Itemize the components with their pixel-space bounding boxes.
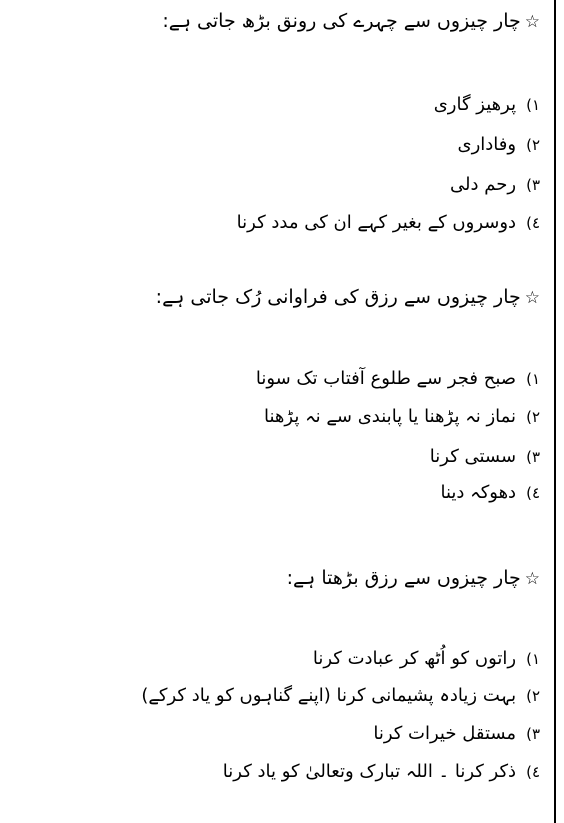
item-text: ذکر کرنا ۔ اللہ تبارک وتعالیٰ کو یاد کرنا [222,761,517,782]
list-item [256,368,540,390]
list-item [223,761,540,783]
item-number: ٤) [526,214,540,232]
item-number: ٢) [526,136,540,154]
heading-text: چار چیزوں سے چہرے کی رونق بڑھ جاتی ہے: [162,10,521,32]
item-number: ٣) [526,725,540,743]
item-number: ١) [526,96,540,114]
list-item [430,446,540,468]
item-text: وفاداری [457,134,517,155]
section-heading [10,8,540,35]
item-number: ٤) [526,484,540,502]
star-icon: ☆ [524,12,540,32]
list-item [440,482,540,504]
list-item [373,723,540,745]
list-item [141,685,540,707]
list-item [457,134,540,156]
list-item [434,94,540,116]
item-number: ٣) [526,448,540,466]
item-number: ١) [526,650,540,668]
section-heading [10,284,540,311]
item-text: بہت زیادہ پشیمانی کرنا (اپنے گناہوں کو یاد کرکے) [141,685,517,706]
item-text: دوسروں کے بغیر کہے ان کی مدد کرنا [236,212,517,233]
item-text: نماز نہ پڑھنا یا پابندی سے نہ پڑھنا [264,406,517,427]
list-item [313,648,540,670]
heading-text: چار چیزوں سے رزق کی فراوانی رُک جاتی ہے: [155,286,521,308]
list-item [450,174,540,196]
section-face-glow [10,8,540,238]
section-sustenance-increase [10,565,540,805]
item-text: دھوکہ دینا [440,482,517,503]
item-text: پرھیز گاری [433,94,517,115]
item-text: رحم دلی [450,174,517,195]
list-item [237,212,540,234]
star-icon: ☆ [524,288,540,308]
item-number: ٢) [526,687,540,705]
item-text: صبح فجر سے طلوع آفتاب تک سونا [255,368,517,389]
item-number: ٣) [526,176,540,194]
item-number: ٢) [526,408,540,426]
item-number: ١) [526,370,540,388]
list-item [264,406,540,428]
star-icon: ☆ [524,569,540,589]
section-heading [10,565,540,592]
section-sustenance-blocked [10,284,540,524]
item-text: سستی کرنا [429,446,517,467]
heading-text: چار چیزوں سے رزق بڑھتا ہے: [286,567,521,589]
item-text: راتوں کو اُٹھ کر عبادت کرنا [312,648,517,669]
item-number: ٤) [526,763,540,781]
item-text: مستقل خیرات کرنا [373,723,517,744]
